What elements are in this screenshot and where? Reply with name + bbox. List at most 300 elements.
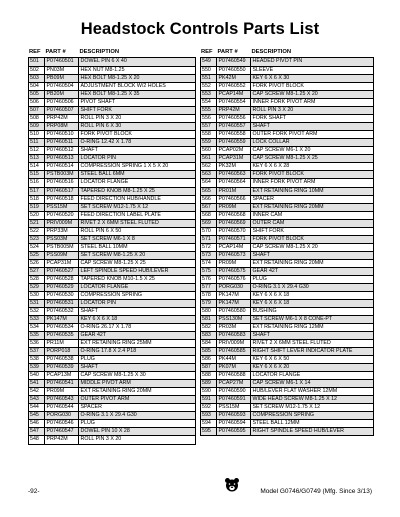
- table-row: [201, 427, 373, 435]
- part-number-cell: PRP33M: [45, 228, 79, 235]
- description-cell: FORK PIVOT BLOCK: [252, 171, 304, 178]
- table-row: [201, 379, 373, 387]
- ref-cell: 529: [29, 284, 45, 291]
- part-number-cell: PSS15M: [217, 404, 251, 411]
- table-row: [201, 275, 373, 283]
- description-cell: PLUG: [80, 420, 95, 427]
- part-number-cell: P07460504: [45, 83, 79, 90]
- description-cell: WIDE HEAD SCREW M8-1.25 X 12: [252, 396, 337, 403]
- table-row: [201, 178, 373, 186]
- ref-cell: 560: [201, 147, 217, 154]
- part-number-cell: PSTB005M: [45, 244, 79, 251]
- page-number: -92-: [28, 488, 40, 495]
- part-number-cell: P07460535: [45, 332, 79, 339]
- header-part: PART #: [45, 49, 66, 55]
- description-cell: SHAFT: [252, 332, 270, 339]
- ref-cell: 566: [201, 196, 217, 203]
- description-cell: PLUG: [252, 275, 267, 282]
- parts-grid-right: [200, 57, 374, 436]
- part-number-cell: P07460580: [217, 308, 251, 315]
- part-number-cell: PR09M: [217, 204, 251, 211]
- table-row: [29, 211, 195, 219]
- header-ref: REF: [201, 49, 213, 55]
- description-cell: SHAFT: [80, 307, 98, 314]
- table-row: [201, 347, 373, 355]
- description-cell: KEY 6 X 6 X 18: [252, 299, 290, 306]
- part-number-cell: P07460594: [217, 420, 251, 427]
- table-row: [201, 355, 373, 363]
- table-row: [29, 387, 195, 395]
- table-row: [201, 323, 373, 331]
- description-cell: SET SCREW M8-1.25 X 20: [80, 251, 146, 258]
- table-row: [29, 162, 195, 170]
- table-row: [29, 347, 195, 355]
- description-cell: CAP SCREW M6-1 X 14: [252, 380, 311, 387]
- part-number-cell: PK32M: [217, 163, 251, 170]
- description-cell: OUTER FORK PIVOT ARM: [252, 131, 318, 138]
- description-cell: SPACER: [80, 404, 102, 411]
- part-number-cell: P07460518: [45, 196, 79, 203]
- part-number-cell: P07460534: [45, 324, 79, 331]
- ref-cell: 512: [29, 147, 45, 154]
- page-title: Headstock Controls Parts List: [80, 20, 320, 38]
- ref-cell: 525: [29, 252, 45, 259]
- description-cell: PLUG: [80, 356, 95, 363]
- table-row: [201, 187, 373, 195]
- description-cell: LOCK COLLAR: [252, 139, 290, 146]
- part-number-cell: PK147M: [217, 292, 251, 299]
- table-row: [29, 371, 195, 379]
- ref-cell: 501: [29, 58, 45, 66]
- part-number-cell: P07460527: [45, 268, 79, 275]
- description-cell: SET SCREW M6-1 X 8: [80, 235, 135, 242]
- description-cell: ROLL PIN 3 X 20: [252, 107, 294, 114]
- description-cell: INNER FORK PIVOT ARM: [252, 179, 316, 186]
- table-row: [29, 307, 195, 315]
- description-cell: SET SCREW M12-1.75 X 12: [80, 203, 149, 210]
- description-cell: RIVET 2 X 6MM STEEL FLUTED: [252, 340, 331, 347]
- model-footer: Model G0746/G0749 (Mfg. Since 3/13): [260, 488, 372, 495]
- part-number-cell: P07460583: [217, 332, 251, 339]
- part-number-cell: P07460559: [217, 139, 251, 146]
- description-cell: MIDDLE PIVOT ARM: [80, 380, 131, 387]
- description-cell: FORK SHAFT: [252, 115, 287, 122]
- part-number-cell: P07460514: [45, 163, 79, 170]
- table-row: [29, 435, 195, 443]
- description-cell: ROLL PIN 6 X 30: [80, 123, 122, 130]
- part-number-cell: P07460516: [45, 179, 79, 186]
- parts-table-left: [28, 48, 196, 445]
- part-number-cell: PSS130M: [217, 316, 251, 323]
- ref-cell: 577: [201, 284, 217, 291]
- description-cell: O-RING 26.17 X 1.78: [80, 324, 132, 331]
- ref-cell: 572: [201, 244, 217, 251]
- description-cell: O-RING 12.42 X 1.78: [80, 139, 132, 146]
- table-row: [201, 227, 373, 235]
- part-number-cell: P07460541: [45, 380, 79, 387]
- table-row: [201, 419, 373, 427]
- ref-cell: 591: [201, 396, 217, 403]
- ref-cell: 539: [29, 364, 45, 371]
- part-number-cell: P07460531: [45, 300, 79, 307]
- part-number-cell: P07460566: [217, 196, 251, 203]
- ref-cell: 546: [29, 420, 45, 427]
- table-row: [201, 130, 373, 138]
- description-cell: FORK PIVOT BLOCK: [252, 83, 304, 90]
- part-number-cell: P07460573: [217, 252, 251, 259]
- ref-cell: 590: [201, 388, 217, 395]
- ref-cell: 532: [29, 308, 45, 315]
- description-cell: ROLL PIN 3 X 20: [80, 436, 122, 443]
- table-row: [29, 235, 195, 243]
- table-row: [29, 283, 195, 291]
- table-row: [201, 235, 373, 243]
- ref-cell: 583: [201, 332, 217, 339]
- table-row: [29, 315, 195, 323]
- description-cell: EXT RETAINING RING 20MM: [252, 203, 324, 210]
- ref-cell: 552: [201, 83, 217, 90]
- description-cell: KEY 6 X 6 X 30: [252, 75, 290, 82]
- ref-cell: 548: [29, 436, 45, 443]
- description-cell: LOCATOR FLANGE: [252, 372, 301, 379]
- table-row: [201, 211, 373, 219]
- ref-cell: 575: [201, 268, 217, 275]
- ref-cell: 580: [201, 308, 217, 315]
- part-number-cell: PR09M: [217, 260, 251, 267]
- table-row: [29, 267, 195, 275]
- ref-cell: 520: [29, 212, 45, 219]
- description-cell: TAPERED KNOB M8-1.25 X 25: [80, 187, 155, 194]
- table-row: [201, 363, 373, 371]
- table-row: [201, 291, 373, 299]
- table-row: [201, 219, 373, 227]
- ref-cell: 526: [29, 260, 45, 267]
- ref-cell: 522: [29, 228, 45, 235]
- description-cell: FORK PIVOT BLOCK: [252, 235, 304, 242]
- description-cell: EXT RETAINING RING 25MM: [80, 340, 152, 347]
- ref-cell: 544: [29, 404, 45, 411]
- part-number-cell: P07460529: [45, 284, 79, 291]
- table-row: [29, 90, 195, 98]
- part-number-cell: P07460556: [217, 115, 251, 122]
- part-number-cell: P07460549: [217, 58, 251, 66]
- description-cell: SHIFT FORK: [252, 227, 284, 234]
- ref-cell: 565: [201, 188, 217, 195]
- description-cell: INNER FORK PIVOT ARM: [252, 99, 316, 106]
- description-cell: KEY 6 X 6 X 20: [252, 364, 290, 371]
- ref-cell: 559: [201, 139, 217, 146]
- table-row: [201, 146, 373, 154]
- description-cell: COMPRESSION SPRING 1 X 5 X 20: [80, 163, 169, 170]
- table-row: [29, 203, 195, 211]
- ref-cell: 573: [201, 252, 217, 259]
- part-number-cell: P07460528: [45, 276, 79, 283]
- ref-cell: 581: [201, 316, 217, 323]
- part-number-cell: P07460550: [217, 67, 251, 74]
- ref-cell: 579: [201, 300, 217, 307]
- part-number-cell: P07460591: [217, 396, 251, 403]
- description-cell: STEEL BALL 10MM: [80, 243, 128, 250]
- ref-cell: 550: [201, 67, 217, 74]
- description-cell: KEY 6 X 6 X 28: [252, 163, 290, 170]
- header-part: PART #: [217, 49, 238, 55]
- table-row: [201, 82, 373, 90]
- table-row: [201, 395, 373, 403]
- ref-cell: 556: [201, 115, 217, 122]
- parts-grid-left: [28, 57, 196, 445]
- description-cell: COMPRESSION SPRING: [80, 291, 143, 298]
- ref-cell: 530: [29, 292, 45, 299]
- part-number-cell: PORG030: [217, 284, 251, 291]
- ref-cell: 554: [201, 99, 217, 106]
- table-row: [201, 98, 373, 106]
- description-cell: HEX BOLT M8-1.25 X 35: [80, 91, 140, 98]
- part-number-cell: PK07M: [217, 364, 251, 371]
- part-number-cell: PSTB003M: [45, 171, 79, 178]
- part-number-cell: PSS15M: [45, 204, 79, 211]
- table-row: [201, 371, 373, 379]
- part-number-cell: PK147M: [45, 316, 79, 323]
- table-row: [29, 98, 195, 106]
- table-row: [29, 219, 195, 227]
- table-row: [29, 146, 195, 154]
- bear-head-icon: [224, 477, 240, 493]
- description-cell: STEEL BALL 12MM: [252, 420, 300, 427]
- part-number-cell: PCAP27M: [217, 380, 251, 387]
- part-number-cell: P07460543: [45, 396, 79, 403]
- description-cell: LOCATOR PIN: [80, 155, 116, 162]
- part-number-cell: PR03M: [217, 324, 251, 331]
- ref-cell: 507: [29, 107, 45, 114]
- table-row: [201, 58, 373, 66]
- part-number-cell: P07460517: [45, 188, 79, 195]
- description-cell: EXT RETAINING RING 20MM: [80, 388, 152, 395]
- description-cell: GEAR 42T: [80, 332, 107, 339]
- description-cell: RIGHT SHIFT LEVER INDICATOR PLATE: [252, 348, 353, 355]
- part-number-cell: P07460576: [217, 276, 251, 283]
- part-number-cell: P07460532: [45, 308, 79, 315]
- table-row: [201, 162, 373, 170]
- part-number-cell: P07460575: [217, 268, 251, 275]
- description-cell: SET SCREW M6-1 X 8 CONE-PT: [252, 316, 333, 322]
- description-cell: KEY 6 X 6 X 50: [252, 356, 290, 363]
- table-row: [201, 122, 373, 130]
- table-row: [201, 267, 373, 275]
- description-cell: LOCATOR FLANGE: [80, 283, 129, 290]
- part-number-cell: P07460554: [217, 99, 251, 106]
- part-number-cell: P07460544: [45, 404, 79, 411]
- part-number-cell: PR01M: [217, 188, 251, 195]
- table-row: [201, 203, 373, 211]
- part-number-cell: PCAP02M: [217, 147, 251, 154]
- ref-cell: 510: [29, 131, 45, 138]
- ref-cell: 547: [29, 428, 45, 435]
- description-cell: SHAFT: [80, 364, 98, 371]
- description-cell: SLEEVE: [252, 67, 274, 74]
- ref-cell: 570: [201, 228, 217, 235]
- description-cell: TAPERED KNOB M10-1.5 X 25: [80, 275, 155, 282]
- part-number-cell: P07460506: [45, 99, 79, 106]
- part-number-cell: P07460585: [217, 348, 251, 355]
- ref-cell: 506: [29, 99, 45, 106]
- description-cell: ROLL PIN 6 X 50: [80, 227, 122, 234]
- description-cell: FEED DIRECTION HUB/HANDLE: [80, 195, 161, 202]
- part-number-cell: P07460546: [45, 420, 79, 427]
- table-row: [29, 323, 195, 331]
- ref-cell: 533: [29, 316, 45, 323]
- ref-cell: 521: [29, 220, 45, 227]
- ref-cell: 505: [29, 91, 45, 98]
- ref-cell: 523: [29, 236, 45, 243]
- description-cell: CAP SCREW M8-1.25 X 30: [80, 372, 146, 379]
- part-number-cell: PK42M: [217, 75, 251, 82]
- part-number-cell: P07460512: [45, 147, 79, 154]
- part-number-cell: PRIV009M: [217, 340, 251, 347]
- part-number-cell: P07460563: [217, 171, 251, 178]
- description-cell: O-RING 17.8 X 2.4 P18: [80, 348, 137, 355]
- ref-cell: 503: [29, 75, 45, 82]
- description-cell: HEX NUT M8-1.25: [80, 67, 125, 74]
- ref-cell: 578: [201, 292, 217, 299]
- ref-cell: 515: [29, 171, 45, 178]
- table-row: [29, 299, 195, 307]
- description-cell: RIVET 2 X 6MM STEEL FLUTED: [80, 219, 159, 226]
- table-row: [29, 355, 195, 363]
- header-ref: REF: [29, 49, 41, 55]
- table-row: [201, 170, 373, 178]
- ref-cell: 541: [29, 380, 45, 387]
- table-row: [29, 331, 195, 339]
- description-cell: RIGHT SPINDLE SPEED HUB/LEVER: [252, 428, 344, 435]
- ref-cell: 562: [201, 163, 217, 170]
- part-number-cell: P07460595: [217, 428, 251, 435]
- description-cell: CAP SCREW M8-1.25 X 20: [252, 91, 318, 98]
- part-number-cell: PK147M: [217, 300, 251, 307]
- header-description: DESCRIPTION: [251, 49, 292, 55]
- part-number-cell: PRP42M: [217, 107, 251, 114]
- part-number-cell: PCAP31M: [217, 155, 251, 162]
- ref-cell: 595: [201, 428, 217, 435]
- part-number-cell: PSS03M: [45, 236, 79, 243]
- table-row: [201, 307, 373, 315]
- table-row: [201, 411, 373, 419]
- ref-cell: 538: [29, 356, 45, 363]
- description-cell: HUB/LEVER FLAT WASHER 12MM: [252, 388, 338, 395]
- description-cell: OUTER PIVOT ARM: [80, 396, 130, 403]
- table-row: [29, 138, 195, 146]
- part-number-cell: PRP42M: [45, 115, 79, 122]
- ref-cell: 549: [201, 58, 217, 66]
- part-number-cell: P07460501: [45, 58, 79, 66]
- description-cell: COMPRESSION SPRING: [252, 412, 315, 419]
- ref-cell: 551: [201, 75, 217, 82]
- part-number-cell: PSS09M: [45, 252, 79, 259]
- description-cell: LOCATOR PIN: [80, 299, 116, 306]
- part-number-cell: P07460588: [217, 372, 251, 379]
- table-row: [201, 299, 373, 307]
- description-cell: KEY 6 X 6 X 18: [80, 316, 118, 322]
- part-number-cell: P07460507: [45, 107, 79, 114]
- ref-cell: 593: [201, 412, 217, 419]
- table-row: [29, 395, 195, 403]
- ref-cell: 509: [29, 123, 45, 130]
- ref-cell: 555: [201, 107, 217, 114]
- table-row: [29, 363, 195, 371]
- ref-cell: 516: [29, 179, 45, 186]
- part-number-cell: PCAP14M: [217, 91, 251, 98]
- ref-cell: 582: [201, 324, 217, 331]
- ref-cell: 527: [29, 268, 45, 275]
- part-number-cell: PB09M: [45, 75, 79, 82]
- header-description: DESCRIPTION: [79, 49, 120, 55]
- table-row: [29, 114, 195, 122]
- part-number-cell: PRP42M: [45, 436, 79, 443]
- part-number-cell: P07460568: [217, 212, 251, 219]
- table-row: [29, 339, 195, 347]
- part-number-cell: P07460520: [45, 212, 79, 219]
- part-number-cell: P07460530: [45, 292, 79, 299]
- ref-cell: 574: [201, 260, 217, 267]
- description-cell: SHAFT: [252, 251, 270, 258]
- table-row: [201, 251, 373, 259]
- table-row: [29, 379, 195, 387]
- ref-cell: 568: [201, 212, 217, 219]
- description-cell: STEEL BALL 6MM: [80, 171, 125, 178]
- table-row: [29, 411, 195, 419]
- table-row: [201, 403, 373, 411]
- description-cell: CAP SCREW M8-1.25 X 25: [80, 259, 146, 266]
- ref-cell: 514: [29, 163, 45, 170]
- table-row: [29, 106, 195, 114]
- table-row: [201, 315, 373, 323]
- table-row: [201, 74, 373, 82]
- part-number-cell: P07460539: [45, 364, 79, 371]
- table-row: [29, 178, 195, 186]
- ref-cell: 536: [29, 340, 45, 347]
- description-cell: CAP SCREW M6-1 X 20: [252, 147, 311, 154]
- description-cell: SHIFT FORK: [80, 107, 112, 114]
- table-row: [29, 195, 195, 203]
- ref-cell: 511: [29, 139, 45, 146]
- part-number-cell: P07460547: [45, 428, 79, 435]
- ref-cell: 588: [201, 372, 217, 379]
- part-number-cell: P07460570: [217, 228, 251, 235]
- description-cell: HEX BOLT M8-1.25 X 20: [80, 75, 140, 82]
- ref-cell: 589: [201, 380, 217, 387]
- ref-cell: 513: [29, 155, 45, 162]
- part-number-cell: PN03M: [45, 67, 79, 74]
- description-cell: LOCATOR FLANGE: [80, 179, 129, 186]
- table-row: [29, 243, 195, 251]
- table-row: [29, 58, 195, 66]
- part-number-cell: P07460590: [217, 388, 251, 395]
- ref-cell: 519: [29, 204, 45, 211]
- description-cell: ADJUSTMENT BLOCK W/2 HOLES: [80, 83, 166, 90]
- table-row: [201, 114, 373, 122]
- ref-cell: 576: [201, 276, 217, 283]
- description-cell: BUSHING: [252, 307, 277, 314]
- part-number-cell: PB20M: [45, 91, 79, 98]
- description-cell: LEFT SPINDLE SPEED HUB/LEVER: [80, 267, 169, 274]
- description-cell: PIVOT SHAFT: [80, 99, 116, 106]
- ref-cell: 543: [29, 396, 45, 403]
- table-row: [201, 90, 373, 98]
- ref-cell: 528: [29, 276, 45, 283]
- description-cell: DOWEL PIN 6 X 40: [80, 58, 127, 64]
- part-number-cell: PRP08M: [45, 123, 79, 130]
- table-row: [29, 154, 195, 162]
- part-number-cell: P07460552: [217, 83, 251, 90]
